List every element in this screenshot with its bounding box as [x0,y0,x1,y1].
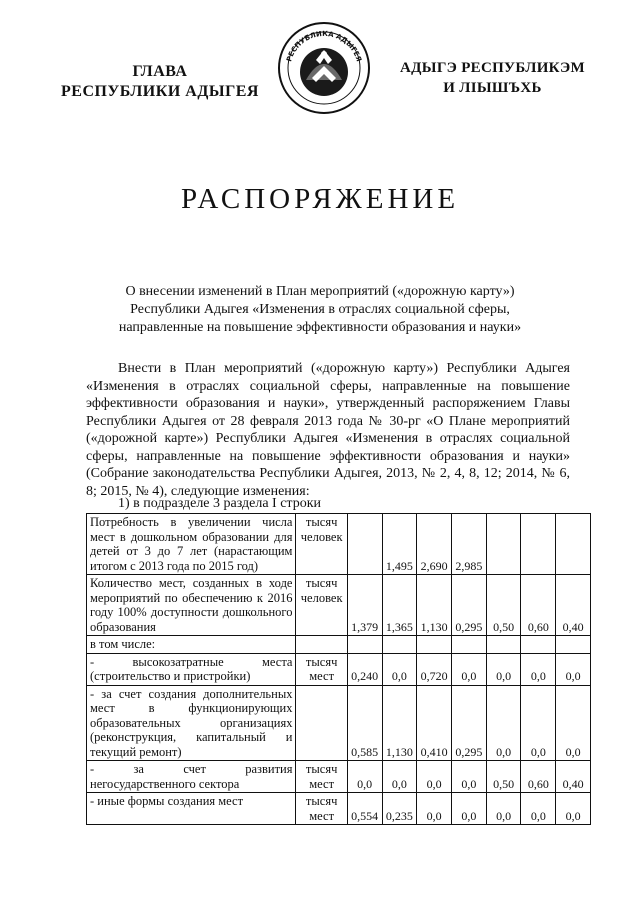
svg-text:РЕСПУБЛИКА АДЫГЕЯ: РЕСПУБЛИКА АДЫГЕЯ [285,29,363,63]
issuer-name-russian [40,62,280,102]
row-value-cell: 0,0 [417,793,452,825]
table-row [87,653,591,685]
row-value-cell: 0,40 [556,761,591,793]
body-paragraph [86,360,570,500]
row-value-cell: 0,40 [556,575,591,636]
row-value-cell: 0,50 [486,575,521,636]
row-value-cell: 0,0 [486,793,521,825]
row-value-cell: 1,130 [417,575,452,636]
row-value-cell: 0,0 [417,761,452,793]
row-value-cell: 0,720 [417,653,452,685]
row-indicator-name: - за счет создания дополнительных мест в функционирующих образовательных организациях (реконструкция, капитальный и текущий ремонт) [87,685,296,761]
row-value-cell: 1,130 [382,685,417,761]
issuer-adyghe-line-1: АДЫГЭ РЕСПУБЛИКЭМ [400,60,585,76]
row-value-cell: 0,410 [417,685,452,761]
row-value-cell: 0,0 [521,793,556,825]
table-row [87,761,591,793]
row-value-cell [452,636,487,654]
row-value-cell: 0,0 [382,761,417,793]
table-row [87,793,591,825]
coat-of-arms-emblem [276,20,372,116]
row-value-cell: 0,50 [486,761,521,793]
row-value-cell: 0,0 [556,793,591,825]
row-value-cell: 0,0 [521,653,556,685]
table-row [87,514,591,575]
row-indicator-name: - за счет развития негосударственного сектора [87,761,296,793]
row-value-cell [556,636,591,654]
row-value-cell: 0,0 [347,761,382,793]
row-value-cell [417,636,452,654]
table-row [87,685,591,761]
subject-line: Республики Адыгея «Изменения в отраслях социальной сферы, [130,302,510,317]
subject-line: О внесении изменений в План мероприятий («дорожную карту») [125,284,515,299]
row-value-cell: 0,295 [452,575,487,636]
row-value-cell: 2,985 [452,514,487,575]
table-row [87,636,591,654]
subject-line: направленные на повышение эффективности образования и науки» [118,320,522,335]
row-unit [296,685,347,761]
row-value-cell: 0,60 [521,575,556,636]
indicators-table [86,513,591,825]
row-indicator-name: - иные формы создания мест [87,793,296,825]
document-title: РАСПОРЯЖЕНИЕ [180,183,460,215]
row-value-cell: 0,295 [452,685,487,761]
table-row [87,575,591,636]
row-value-cell [382,636,417,654]
row-value-cell: 1,379 [347,575,382,636]
row-value-cell: 0,235 [382,793,417,825]
row-unit: тысяч мест [296,653,347,685]
issuer-line-1: ГЛАВА [132,63,188,80]
row-unit: тысяч человек [296,575,347,636]
row-unit: тысяч мест [296,761,347,793]
row-value-cell: 0,0 [382,653,417,685]
row-value-cell: 0,0 [486,653,521,685]
row-value-cell [556,514,591,575]
row-value-cell: 0,0 [521,685,556,761]
list-item: 1) в подразделе 3 раздела I строки [118,496,321,511]
row-value-cell: 0,585 [347,685,382,761]
row-value-cell: 0,0 [556,653,591,685]
row-value-cell [486,636,521,654]
issuer-adyghe-line-2: И ЛІЫШЪХЬ [443,80,542,96]
row-indicator-name: - высокозатратные места (строительство и пристройки) [87,653,296,685]
row-value-cell: 0,0 [452,761,487,793]
row-indicator-name: Количество мест, созданных в ходе мероприятий по обеспечению к 2016 году 100% доступности дошкольного образования [87,575,296,636]
body-text: Внести в План мероприятий («дорожную карту») Республики Адыгея «Изменения в отраслях социальной сферы, направленные на повышение эффективности образования и науки», утвержденный распоряжением Главы Республики Адыгея от 28 февраля 2013 года № 30-рг «О Плане мероприятий («дорожной карте») Республики Адыгея «Изменения в отраслях социальной сферы, направленные на повышение эффективности образования и науки» (Собрание законодательства Республики Адыгея, 2013, № 2, 4, 8, 12; 2014, № 6, 8; 2015, № 4), следующие изменения: [86,361,570,499]
row-indicator-name: Потребность в увеличении числа мест в дошкольном образовании для детей от 3 до 7 лет (нарастающим итогом с 2013 года по 2015 год) [87,514,296,575]
row-unit: тысяч человек [296,514,347,575]
document-subject [90,283,550,337]
row-value-cell: 0,554 [347,793,382,825]
row-value-cell [347,636,382,654]
row-value-cell [347,514,382,575]
row-value-cell: 2,690 [417,514,452,575]
row-value-cell: 0,60 [521,761,556,793]
issuer-line-2: РЕСПУБЛИКИ АДЫГЕЯ [61,83,259,100]
row-unit [296,636,347,654]
row-value-cell: 0,0 [486,685,521,761]
row-value-cell [486,514,521,575]
row-value-cell: 0,0 [452,653,487,685]
issuer-name-adyghe [385,58,600,98]
row-value-cell: 0,0 [556,685,591,761]
row-value-cell [521,514,556,575]
row-value-cell [521,636,556,654]
row-value-cell: 0,240 [347,653,382,685]
row-value-cell: 0,0 [452,793,487,825]
row-indicator-name: в том числе: [87,636,296,654]
row-unit: тысяч мест [296,793,347,825]
row-value-cell: 1,365 [382,575,417,636]
row-value-cell: 1,495 [382,514,417,575]
